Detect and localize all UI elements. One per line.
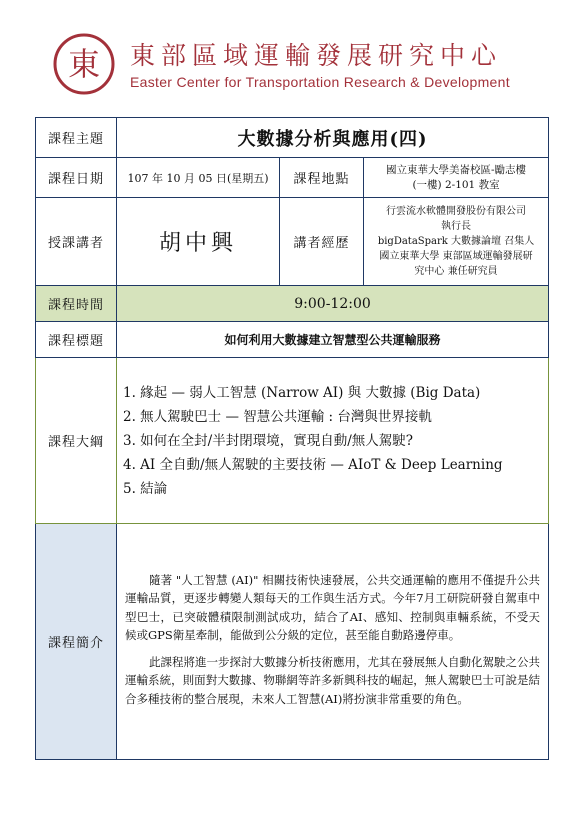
org-name-zh: 東部區域運輸發展研究中心 — [130, 41, 503, 70]
label-outline: 課程大綱 — [36, 358, 117, 524]
outline-item: 1. 緣起 — 弱人工智慧 (Narrow AI) 與 大數據 (Big Data) — [123, 384, 481, 401]
row-intro — [36, 524, 549, 760]
row-lecturer — [36, 198, 549, 286]
label-intro: 課程簡介 — [36, 524, 117, 760]
course-location — [364, 158, 549, 198]
page-header — [52, 30, 552, 94]
outline-item: 5. 結論 — [123, 480, 168, 497]
row-subject — [36, 322, 549, 358]
course-topic: 大數據分析與應用(四) — [117, 118, 549, 158]
exp-line: 究中心 兼任研究員 — [414, 266, 498, 277]
label-lecturer: 授課講者 — [36, 198, 117, 286]
label-course-topic: 課程主題 — [36, 118, 117, 158]
exp-line: 國立東華大學 東部區域運輸發展研 — [379, 251, 533, 262]
location-line: (一樓) 2-101 教室 — [412, 178, 500, 191]
lecturer-name: 胡中興 — [117, 198, 280, 286]
intro-cell — [117, 524, 549, 760]
row-date — [36, 158, 549, 198]
label-course-time: 課程時間 — [36, 286, 117, 322]
label-location: 課程地點 — [280, 158, 364, 198]
course-info-table — [35, 117, 549, 760]
intro-paragraph: 隨著 "人工智慧 (AI)" 相關技術快速發展，公共交通運輸的應用不僅提升公共運輸品質，更逐步轉變人類每天的工作與生活方式。今年7月工研院研發自駕車中型巴士，已突破體積限制測試成功，結合了AI、感知、控制與車輛系統，不受天候或GPS衛星牽制，能做到公分級的定位，甚至能自動路邊停車。 — [125, 572, 541, 643]
org-logo — [52, 32, 116, 96]
course-subject: 如何利用大數據建立智慧型公共運輸服務 — [117, 322, 549, 358]
outline-item: 3. 如何在全封/半封閉環境，實現自動/無人駕駛? — [123, 432, 414, 449]
outline-list — [117, 377, 548, 505]
outline-item: 2. 無人駕駛巴士 — 智慧公共運輸 : 台灣與世界接軌 — [123, 408, 432, 425]
label-lecturer-exp: 講者經歷 — [280, 198, 364, 286]
logo-char: 東 — [67, 45, 101, 83]
exp-line: 行雲流水軟體開發股份有限公司 — [386, 206, 527, 217]
row-topic — [36, 118, 549, 158]
exp-line: 執行長 — [441, 221, 472, 232]
outline-item: 4. AI 全自動/無人駕駛的主要技術 — AIoT & Deep Learning — [123, 456, 503, 473]
lecturer-experience — [364, 198, 549, 286]
course-time: 9:00-12:00 — [117, 286, 549, 322]
label-course-date: 課程日期 — [36, 158, 117, 198]
row-outline — [36, 358, 549, 524]
org-name-en: Easter Center for Transportation Research & Development — [130, 74, 510, 90]
intro-paragraph: 此課程將進一步探討大數據分析技術應用，尤其在發展無人自動化駕駛之公共運輸系統，則面對大數據、物聯網等許多新興科技的崛起，無人駕駛巴士可說是結合多種技術的整合展現，未來人工智慧(AI)將扮演非常重要的角色。 — [125, 654, 541, 706]
course-date: 107 年 10 月 05 日(星期五) — [117, 158, 280, 198]
location-line: 國立東華大學美崙校區-勵志樓 — [385, 163, 527, 176]
exp-line: bigDataSpark 大數據論壇 召集人 — [377, 236, 535, 247]
outline-cell — [117, 358, 549, 524]
label-course-subject: 課程標題 — [36, 322, 117, 358]
row-time — [36, 286, 549, 322]
